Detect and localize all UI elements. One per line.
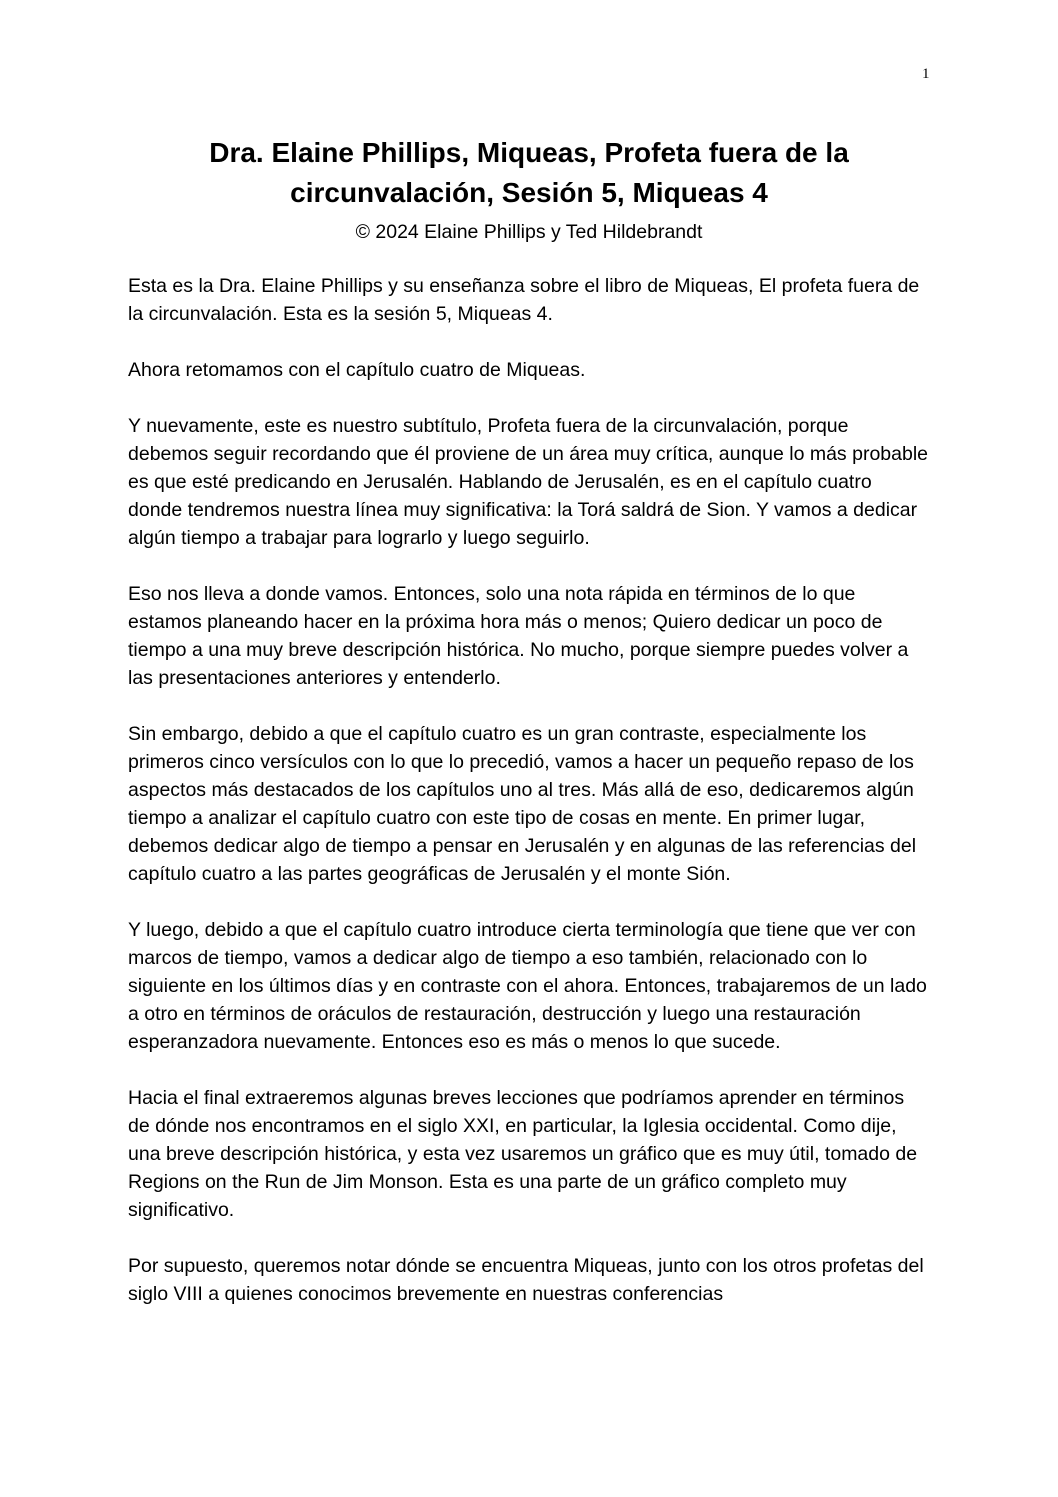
paragraph: Eso nos lleva a donde vamos. Entonces, solo una nota rápida en términos de lo que estamos planeando hacer en la próxima hora más o menos; Quiero dedicar un poco de tiempo a una muy breve descripción histórica. No mucho, porque siempre puedes volver a las presentaciones anteriores y entenderlo. [128,583,909,689]
paragraph: Y nuevamente, este es nuestro subtítulo, Profeta fuera de la circunvalación, porque debemos seguir recordando que él proviene de un área muy crítica, aunque lo más probable es que esté predicando en Jerusalén. Hablando de Jerusalén, es en el capítulo cuatro donde tendremos nuestra línea muy significativa: la Torá saldrá de Sion. Y vamos a dedicar algún tiempo a trabajar para lograrlo y luego seguirlo. [128,415,928,549]
title-line-2: circunvalación, Sesión 5, Miqueas 4 [290,177,768,208]
paragraph: Y luego, debido a que el capítulo cuatro introduce cierta terminología que tiene que ver con marcos de tiempo, vamos a dedicar algo de tiempo a eso también, relacionado con lo siguiente en los últimos días y en contraste con el ahora. Entonces, trabajaremos de un lado a otro en términos de oráculos de restauración, destrucción y luego una restauración esperanzadora nuevamente. Entonces eso es más o menos lo que sucede. [128,919,927,1053]
copyright-line: © 2024 Elaine Phillips y Ted Hildebrandt [355,221,703,243]
paragraph: Ahora retomamos con el capítulo cuatro de Miqueas. [128,359,586,381]
paragraph: Hacia el final extraeremos algunas breves lecciones que podríamos aprender en términos de dónde nos encontramos en el siglo XXI, en particular, la Iglesia occidental. Como dije, una breve descripción histórica, y esta vez usaremos un gráfico que es muy útil, tomado de Regions on the Run de Jim Monson. Esta es una parte de un gráfico completo muy significativo. [128,1087,918,1221]
page-number: 1 [922,66,930,82]
title-line-1: Dra. Elaine Phillips, Miqueas, Profeta fuera de la [209,137,849,168]
paragraph: Sin embargo, debido a que el capítulo cuatro es un gran contraste, especialmente los primeros cinco versículos con lo que lo precedió, vamos a hacer un pequeño repaso de los aspectos más destacados de los capítulos uno al tres. Más allá de eso, dedicaremos algún tiempo a analizar el capítulo cuatro con este tipo de cosas en mente. En primer lugar, debemos dedicar algo de tiempo a pensar en Jerusalén y en algunas de las referencias del capítulo cuatro a las partes geográficas de Jerusalén y el monte Sión. [128,723,917,885]
page-title [120,133,938,213]
paragraph: Por supuesto, queremos notar dónde se encuentra Miqueas, junto con los otros profetas del siglo VIII a quienes conocimos brevemente en nuestras conferencias [128,1255,924,1305]
document-body [128,272,930,1336]
paragraph: Esta es la Dra. Elaine Phillips y su enseñanza sobre el libro de Miqueas, El profeta fuera de la circunvalación. Esta es la sesión 5, Miqueas 4. [128,275,920,325]
